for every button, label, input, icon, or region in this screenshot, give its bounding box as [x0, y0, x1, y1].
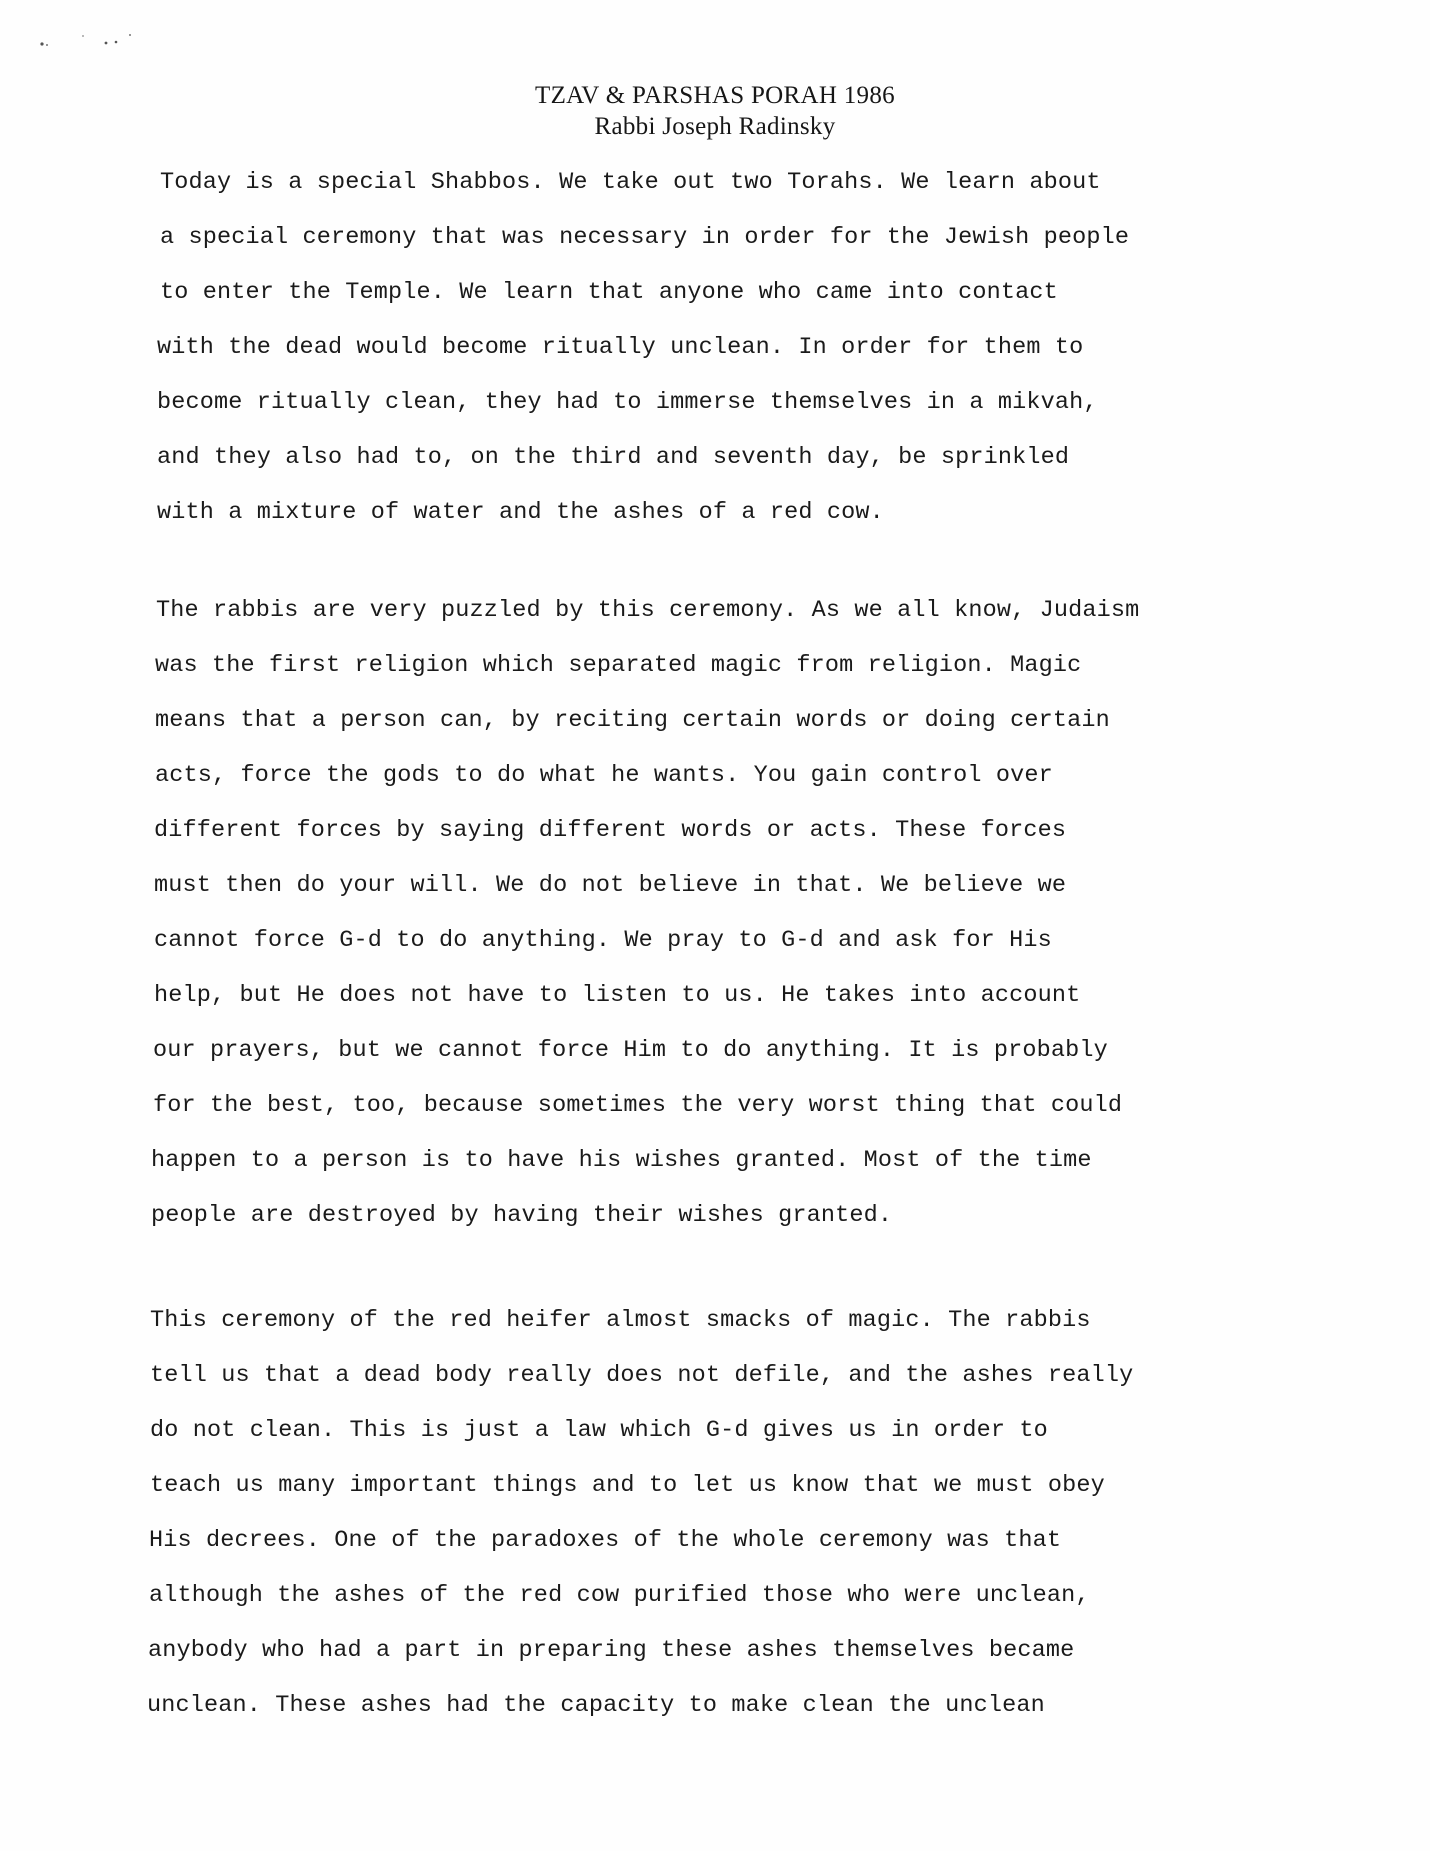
text-line: means that a person can, by reciting certain words or doing certain	[155, 707, 1110, 734]
document-author: Rabbi Joseph Radinsky	[594, 113, 836, 140]
text-line: unclean. These ashes had the capacity to make clean the unclean	[147, 1692, 1045, 1719]
text-line: although the ashes of the red cow purified those who were unclean,	[149, 1582, 1090, 1609]
paragraph-3	[147, 1293, 1300, 1733]
text-line: help, but He does not have to listen to us. He takes into account	[154, 982, 1081, 1009]
paragraph-1	[150, 155, 1300, 540]
text-line: Today is a special Shabbos. We take out two Torahs. We learn about	[160, 169, 1101, 196]
text-line: cannot force G-d to do anything. We pray to G-d and ask for His	[154, 927, 1052, 954]
text-line: for the best, too, because sometimes the very worst thing that could	[153, 1092, 1123, 1119]
text-line: different forces by saying different words or acts. These forces	[154, 817, 1067, 844]
text-line: anybody who had a part in preparing these ashes themselves became	[148, 1637, 1075, 1664]
text-line: become ritually clean, they had to immerse themselves in a mikvah,	[157, 389, 1098, 416]
text-line: with the dead would become ritually unclean. In order for them to	[157, 334, 1084, 361]
text-line: happen to a person is to have his wishes granted. Most of the time	[151, 1147, 1092, 1174]
text-line: to enter the Temple. We learn that anyone who came into contact	[160, 279, 1058, 306]
text-line: was the first religion which separated magic from religion. Magic	[155, 652, 1082, 679]
text-line: a special ceremony that was necessary in order for the Jewish people	[160, 224, 1130, 251]
text-line: do not clean. This is just a law which G-d gives us in order to	[150, 1417, 1048, 1444]
text-line: The rabbis are very puzzled by this ceremony. As we all know, Judaism	[156, 597, 1140, 624]
document-title: TZAV & PARSHAS PORAH 1986	[535, 82, 895, 109]
document-header	[0, 80, 1430, 142]
text-line: This ceremony of the red heifer almost smacks of magic. The rabbis	[150, 1307, 1091, 1334]
text-line: with a mixture of water and the ashes of a red cow.	[157, 499, 884, 526]
text-line: tell us that a dead body really does not defile, and the ashes really	[150, 1362, 1134, 1389]
text-line: must then do your will. We do not believe in that. We believe we	[154, 872, 1067, 899]
text-line: and they also had to, on the third and seventh day, be sprinkled	[157, 444, 1070, 471]
text-line: acts, force the gods to do what he wants. You gain control over	[155, 762, 1053, 789]
text-line: His decrees. One of the paradoxes of the whole ceremony was that	[149, 1527, 1062, 1554]
text-line: our prayers, but we cannot force Him to do anything. It is probably	[153, 1037, 1108, 1064]
text-line: people are destroyed by having their wishes granted.	[151, 1202, 893, 1229]
scan-specks	[38, 30, 148, 50]
paragraph-2	[150, 583, 1300, 1243]
text-line: teach us many important things and to let us know that we must obey	[150, 1472, 1105, 1499]
